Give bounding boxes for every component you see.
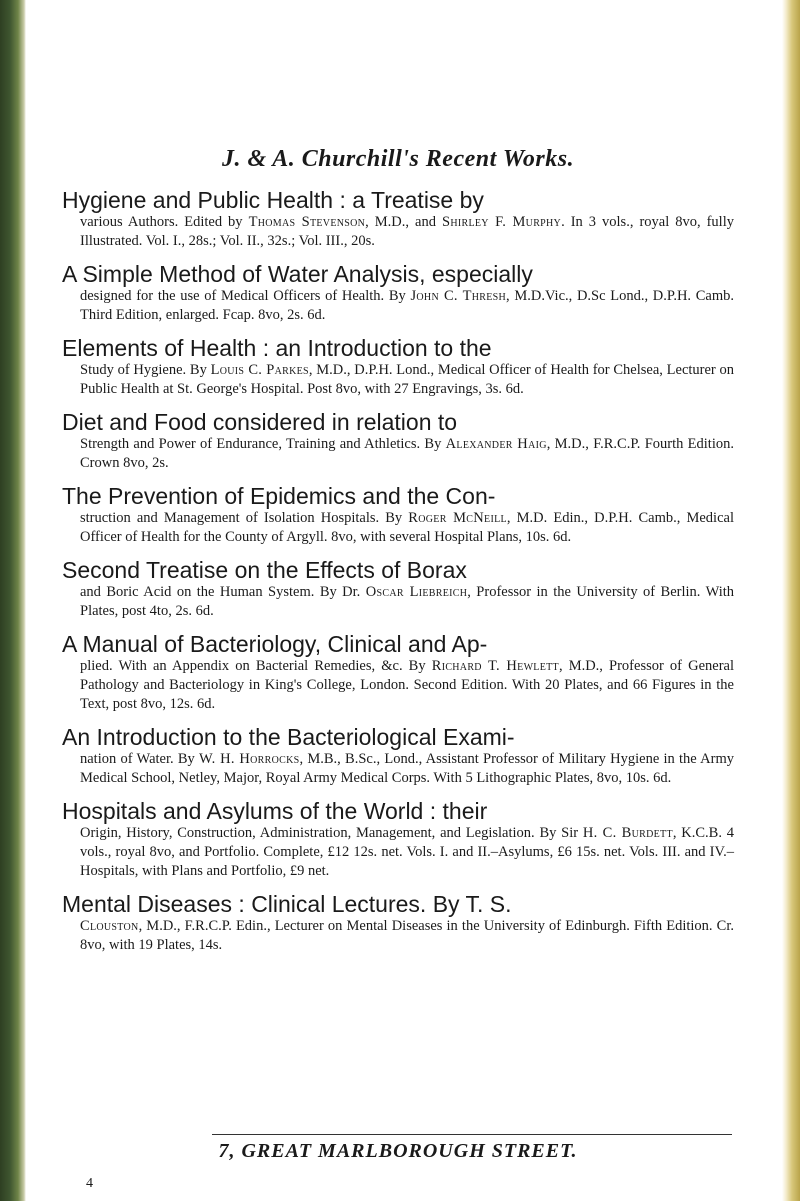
entry-description	[80, 509, 734, 547]
entry-title: Hygiene and Public Health : a Treatise by	[62, 187, 484, 213]
author-name: Oscar Liebreich	[365, 584, 468, 600]
entry-title: A Manual of Bacteriology, Clinical and Ap-	[62, 631, 488, 657]
catalogue-entry	[62, 892, 734, 955]
catalogue-entry	[62, 725, 734, 788]
publisher-address: 7, GREAT MARLBOROUGH STREET.	[218, 1140, 578, 1162]
desc-text: designed for the use of Medical Officers of Health. By	[80, 288, 411, 304]
entry-description	[80, 583, 734, 621]
entry-list	[62, 188, 734, 966]
entry-description	[80, 824, 734, 881]
author-name: John C. Thresh	[410, 288, 507, 304]
entry-description	[80, 287, 734, 325]
author-name: Alexander Haig	[445, 436, 547, 452]
author-name: Roger McNeill	[408, 510, 507, 526]
desc-text: , M.D. Edin., D.P.H. Camb., Medical Officer of Health for the County of Argyll. 8vo, with several Hospital Plans, 10s. 6d.	[80, 510, 734, 545]
catalogue-entry	[62, 262, 734, 325]
catalogue-page	[62, 0, 734, 1201]
desc-text: , M.D., Professor of General Pathology and Bacteriology in King's College, London. Second Edition. With 20 Plates, and 66 Figures in the Text, post 8vo, 12s. 6d.	[80, 658, 734, 712]
desc-text: Study of Hygiene. By	[80, 362, 211, 378]
entry-description	[80, 917, 734, 955]
book-binding-edge	[0, 0, 26, 1201]
page-number: 4	[86, 1176, 93, 1191]
page-header: J. & A. Churchill's Recent Works.	[221, 146, 575, 172]
catalogue-entry	[62, 188, 734, 251]
desc-text: , M.D., D.P.H. Lond., Medical Officer of Health for Chelsea, Lecturer on Public Health at St. George's Hospital. Post 8vo, with 27 Engravings, 3s. 6d.	[80, 362, 734, 397]
desc-text: Strength and Power of Endurance, Training and Athletics. By	[80, 436, 446, 452]
desc-text: plied. With an Appendix on Bacterial Remedies, &c. By	[80, 658, 432, 674]
entry-description	[80, 213, 734, 251]
entry-description	[80, 435, 734, 473]
desc-text: struction and Management of Isolation Hospitals. By	[80, 510, 409, 526]
author-name: Thomas Stevenson	[248, 214, 366, 230]
catalogue-entry	[62, 410, 734, 473]
author-name: Louis C. Parkes	[210, 362, 309, 378]
entry-title: The Prevention of Epidemics and the Con-	[62, 483, 496, 509]
author-name: Shirley F. Murphy	[441, 214, 562, 230]
page-footer	[62, 1140, 734, 1163]
footer-rule	[212, 1134, 732, 1135]
entry-description	[80, 750, 734, 788]
desc-text: , K.C.B. 4 vols., royal 8vo, and Portfolio. Complete, £12 12s. net. Vols. I. and II.–Asylums, £6 15s. net. Vols. III. and IV.–Hospitals, with Plans and Portfolio, £9 net.	[80, 825, 734, 879]
desc-text: , M.D., F.R.C.P. Fourth Edition. Crown 8vo, 2s.	[80, 436, 734, 471]
entry-title: A Simple Method of Water Analysis, especially	[62, 261, 533, 287]
desc-text: nation of Water. By	[80, 751, 200, 767]
catalogue-entry	[62, 558, 734, 621]
entry-description	[80, 361, 734, 399]
entry-description	[80, 657, 734, 714]
entry-title: Mental Diseases : Clinical Lectures. By T. S.	[62, 891, 512, 917]
author-name: Richard T. Hewlett	[431, 658, 559, 674]
entry-title: Diet and Food considered in relation to	[62, 409, 458, 435]
desc-text: various Authors. Edited by	[80, 214, 249, 230]
entry-title: An Introduction to the Bacteriological Exami-	[62, 724, 515, 750]
desc-text: , M.D., and	[365, 214, 442, 230]
entry-title: Elements of Health : an Introduction to the	[62, 335, 492, 361]
catalogue-entry	[62, 799, 734, 881]
catalogue-entry	[62, 632, 734, 714]
author-name: H. C. Burdett	[582, 825, 673, 841]
desc-text: Origin, History, Construction, Administration, Management, and Legislation. By Sir	[80, 825, 583, 841]
desc-text: and Boric Acid on the Human System. By Dr.	[80, 584, 366, 600]
author-name: W. H. Horrocks	[199, 751, 300, 767]
desc-text: , M.D., F.R.C.P. Edin., Lecturer on Mental Diseases in the University of Edinburgh. Fifth Edition. Cr. 8vo, with 19 Plates, 14s.	[80, 918, 734, 953]
page-edge	[782, 0, 800, 1201]
catalogue-entry	[62, 336, 734, 399]
catalogue-entry	[62, 484, 734, 547]
entry-title: Hospitals and Asylums of the World : their	[62, 798, 488, 824]
desc-text: , M.B., B.Sc., Lond., Assistant Professor of Military Hygiene in the Army Medical School, Netley, Major, Royal Army Medical Corps. With 5 Lithographic Plates, 8vo, 10s. 6d.	[80, 751, 735, 786]
author-name: Clouston	[80, 918, 139, 934]
entry-title: Second Treatise on the Effects of Borax	[62, 557, 467, 583]
desc-text: . In 3 vols., royal 8vo, fully Illustrated. Vol. I., 28s.; Vol. II., 32s.; Vol. III., 20s.	[80, 214, 734, 249]
desc-text: , M.D.Vic., D.Sc Lond., D.P.H. Camb. Third Edition, enlarged. Fcap. 8vo, 2s. 6d.	[80, 288, 735, 323]
desc-text: , Professor in the University of Berlin. With Plates, post 4to, 2s. 6d.	[80, 584, 735, 619]
